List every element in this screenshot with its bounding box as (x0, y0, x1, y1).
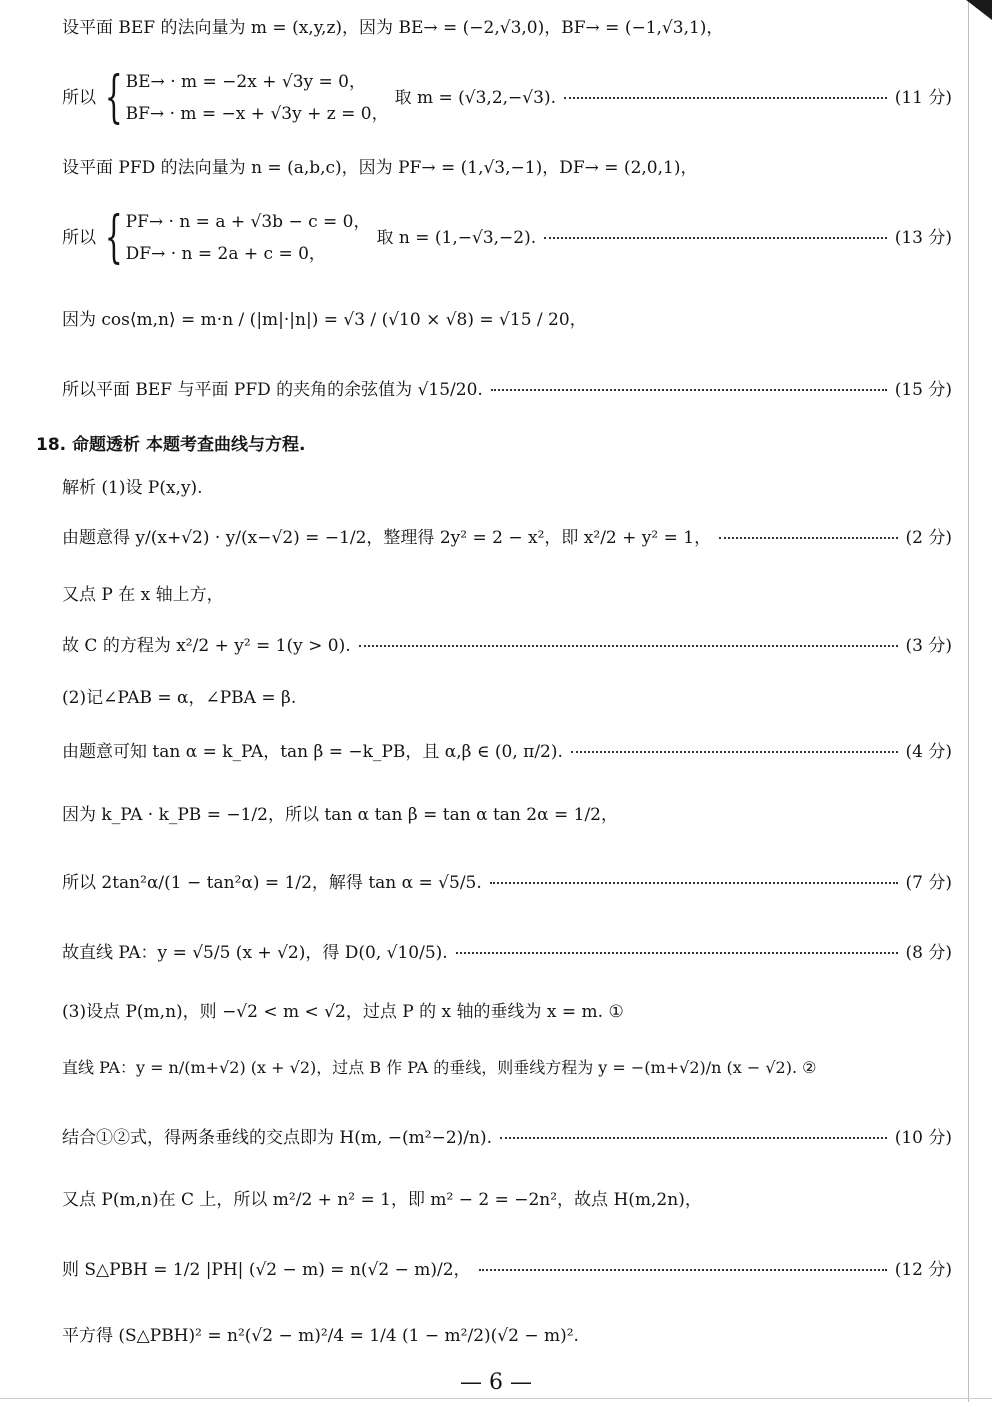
question-heading: 18. 命题透析 本题考查曲线与方程. (36, 435, 306, 455)
equation-row: BE→ · m = −2x + √3y = 0， (125, 71, 366, 92)
score-label: (3 分) (905, 636, 952, 656)
text-line: 直线 PA：y = n/(m+√2) (x + √2)，过点 B 作 PA 的垂线，则垂线方程为 y = −(m+√2)/n (x − √2). ② (62, 1058, 817, 1077)
dotted-leader (359, 645, 898, 647)
equation-brace: { BE→ · m = −2x + √3y = 0， BF→ · m = −x + √3y + z = 0， (104, 65, 389, 130)
equation-row: DF→ · n = 2a + c = 0， (125, 244, 326, 264)
so-label: 所以 (62, 87, 96, 108)
dotted-leader (564, 97, 887, 99)
text-line: 又点 P 在 x 轴上方， (62, 585, 224, 605)
score-label: (8 分) (905, 943, 952, 963)
score-label: (10 分) (894, 1128, 952, 1148)
dotted-leader (456, 952, 898, 954)
page-edge-line (968, 0, 969, 1402)
text-line (62, 18, 952, 38)
text-line: 设平面 PFD 的法向量为 n = (a,b,c)，因为 PF→ = (1,√3,−1)，DF→ = (2,0,1)， (62, 158, 698, 178)
text-line: 所以平面 BEF 与平面 PFD 的夹角的余弦值为 √15/20. (15 分) (62, 380, 952, 400)
corner-mark (955, 0, 992, 20)
text-line: 故直线 PA：y = √5/5 (x + √2)，得 D(0, √10/5). (8 分) (62, 943, 952, 963)
score-label: (12 分) (894, 1260, 952, 1280)
score-label: (15 分) (894, 380, 952, 400)
text-line: 故 C 的方程为 x²/2 + y² = 1(y > 0). (3 分) (62, 636, 952, 656)
dotted-leader (500, 1137, 887, 1139)
text-line: 解析 (1)设 P(x,y). (62, 478, 203, 498)
text-line: 所以 2tan²α/(1 − tan²α) = 1/2，解得 tan α = √5/5. (7 分) (62, 873, 952, 893)
dotted-leader (491, 389, 887, 391)
take-m: 取 m = (√3,2,−√3). (394, 87, 556, 108)
equation-system-n: 所以 { PF→ · n = a + √3b − c = 0， DF→ · n = 2a + c = 0， 取 n = (1,−√3,−2). (13 分) (62, 205, 952, 270)
equation-row: PF→ · n = a + √3b − c = 0， (125, 211, 371, 232)
text-line: 又点 P(m,n)在 C 上，所以 m²/2 + n² = 1，即 m² − 2 = −2n²，故点 H(m,2n)， (62, 1190, 702, 1210)
equation-row: BF→ · m = −x + √3y + z = 0， (125, 104, 389, 124)
score-label: (11 分) (894, 87, 952, 108)
text-line: (3)设点 P(m,n)，则 −√2 < m < √2，过点 P 的 x 轴的垂线为 x = m. ① (62, 1002, 624, 1022)
equation-system-m (62, 62, 952, 134)
line-content: 设平面 BEF 的法向量为 m = (x,y,z)，因为 BE→ = (−2,√3,0)，BF→ = (−1,√3,1)， (62, 18, 724, 38)
score-label: (13 分) (894, 227, 952, 248)
score-label: (2 分) (905, 528, 952, 548)
bottom-rule (0, 1398, 992, 1399)
dotted-leader (479, 1269, 887, 1271)
text-line: 结合①②式，得两条垂线的交点即为 H(m, −(m²−2)/n). (10 分) (62, 1128, 952, 1148)
dotted-leader (490, 882, 898, 884)
text-line: 由题意得 y/(x+√2) · y/(x−√2) = −1/2，整理得 2y² = 2 − x²，即 x²/2 + y² = 1， (2 分) (62, 528, 952, 548)
equation-brace: { PF→ · n = a + √3b − c = 0， DF→ · n = 2a + c = 0， (104, 205, 371, 270)
take-n: 取 n = (1,−√3,−2). (376, 227, 537, 248)
text-line: 平方得 (S△PBH)² = n²(√2 − m)²/4 = 1/4 (1 − m²/2)(√2 − m)². (62, 1326, 579, 1346)
text-line: (2)记∠PAB = α，∠PBA = β. (62, 688, 297, 708)
page-number: — 6 — (460, 1370, 532, 1395)
score-label: (4 分) (905, 742, 952, 762)
text-line: 因为 k_PA · k_PB = −1/2，所以 tan α tan β = tan α tan 2α = 1/2， (62, 805, 618, 825)
dotted-leader (719, 537, 897, 539)
dotted-leader (544, 237, 887, 239)
text-line: 由题意可知 tan α = k_PA，tan β = −k_PB，且 α,β ∈ (0, π/2). (4 分) (62, 742, 952, 762)
score-label: (7 分) (905, 873, 952, 893)
text-line: 则 S△PBH = 1/2 |PH| (√2 − m) = n(√2 − m)/2， (12 分) (62, 1260, 952, 1280)
dotted-leader (571, 751, 898, 753)
text-line: 因为 cos⟨m,n⟩ = m·n / (|m|·|n|) = √3 / (√10 × √8) = √15 / 20， (62, 310, 587, 330)
